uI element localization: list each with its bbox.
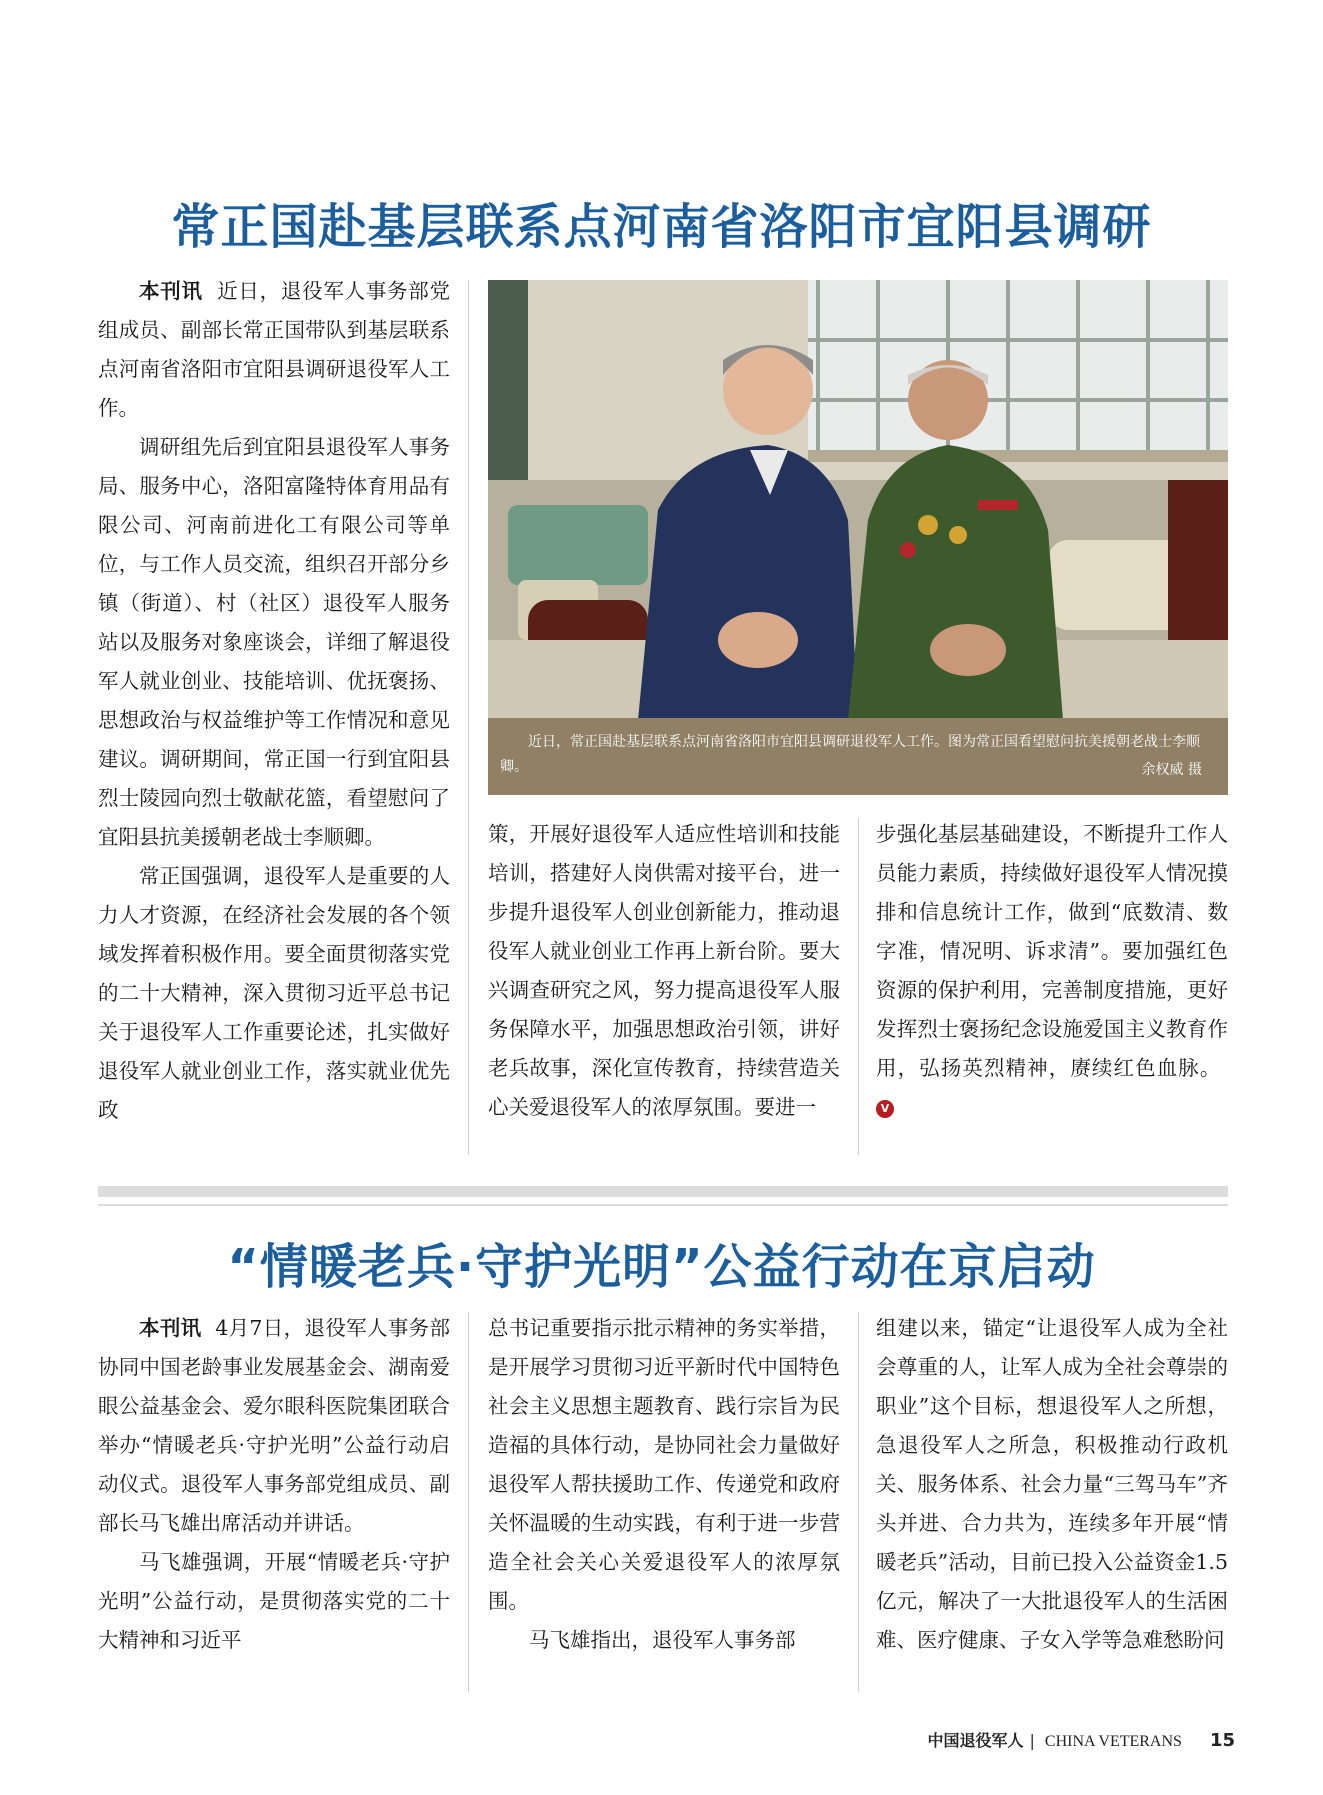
paragraph [98, 1309, 450, 1543]
magazine-name-en: CHINA VETERANS [1044, 1733, 1182, 1750]
article-column [488, 815, 840, 1170]
end-mark-icon: V [876, 1100, 894, 1118]
article-title: “情暖老兵·守护光明”公益行动在京启动 [227, 1239, 1096, 1295]
lead-label: 本刊讯 [139, 279, 203, 303]
footer-separator: | [1029, 1731, 1035, 1750]
paragraph: 总书记重要指示批示精神的务实举措，是开展学习贯彻习近平新时代中国特色社会主义思想主题教育、践行宗旨为民造福的具体行动，是协同社会力量做好退役军人帮扶援助工作、传递党和政府关怀温暖的生动实践，有利于进一步营造全社会关心关爱退役军人的浓厚氛围。 [488, 1316, 840, 1613]
caption-text: 近日，常正国赴基层联系点河南省洛阳市宜阳县调研退役军人工作。图为常正国看望慰问抗美援朝老战士李顺卿。 [500, 734, 1200, 775]
section-divider [98, 1186, 1228, 1197]
paragraph: 马飞雄指出，退役军人事务部 [529, 1628, 796, 1652]
column-divider [468, 1312, 469, 1692]
paragraph: 调研组先后到宜阳县退役军人事务局、服务中心，洛阳富隆特体育用品有限公司、河南前进化工有限公司等单位，与工作人员交流，组织召开部分乡镇（街道）、村（社区）退役军人服务站以及服务对象座谈会，详细了解退役军人就业创业、技能培训、优抚褒扬、思想政治与权益维护等工作情况和意见建议。调研期间，常正国一行到宜阳县烈士陵园向烈士敬献花篮，看望慰问了宜阳县抗美援朝老战士李顺卿。 [98, 435, 450, 849]
article-column [876, 815, 1228, 1170]
magazine-name-cn: 中国退役军人 [927, 1731, 1024, 1750]
paragraph-text: 近日，退役军人事务部党组成员、副部长常正国带队到基层联系点河南省洛阳市宜阳县调研退役军人工作。 [98, 279, 450, 420]
article-title: 常正国赴基层联系点河南省洛阳市宜阳县调研 [171, 199, 1152, 255]
paragraph [876, 815, 1228, 1127]
article-column [98, 272, 450, 1172]
paragraph [98, 272, 450, 428]
article-column [876, 1309, 1228, 1704]
paragraph: 常正国强调，退役军人是重要的人力人才资源，在经济社会发展的各个领域发挥着积极作用。要全面贯彻落实党的二十大精神，深入贯彻习近平总书记关于退役军人工作重要论述，扎实做好退役军人就业创业工作，落实就业优先政 [98, 864, 450, 1122]
section-divider-thin [98, 1204, 1228, 1206]
photo-credit: 余权威 摄 [1141, 762, 1202, 778]
photo-caption [488, 718, 1228, 795]
paragraph-text: 4月7日，退役军人事务部协同中国老龄事业发展基金会、湖南爱眼公益基金会、爱尔眼科医院集团联合举办“情暖老兵·守护光明”公益行动启动仪式。退役军人事务部党组成员、副部长马飞雄出席活动并讲话。 [98, 1316, 450, 1535]
column-divider [468, 280, 469, 1155]
photo-illustration [488, 280, 1228, 720]
paragraph-text: 步强化基层基础建设，不断提升工作人员能力素质，持续做好退役军人情况摸排和信息统计工作，做到“底数清、数字准，情况明、诉求清”。要加强红色资源的保护利用，完善制度措施，更好发挥烈士褒扬纪念设施爱国主义教育作用，弘扬英烈精神，赓续红色血脉。 [876, 822, 1228, 1080]
page-number: 15 [1209, 1730, 1235, 1751]
page-footer [927, 1728, 1235, 1751]
paragraph: 组建以来，锚定“让退役军人成为全社会尊重的人，让军人成为全社会尊崇的职业”这个目标，想退役军人之所想，急退役军人之所急，积极推动行政机关、服务体系、社会力量“三驾马车”齐头并进、合力共为，连续多年开展“情暖老兵”活动，目前已投入公益资金1.5亿元，解决了一大批退役军人的生活困难、医疗健康、子女入学等急难愁盼问 [876, 1316, 1228, 1652]
paragraph: 策，开展好退役军人适应性培训和技能培训，搭建好人岗供需对接平台，进一步提升退役军人创业创新能力，推动退役军人就业创业工作再上新台阶。要大兴调查研究之风，努力提高退役军人服务保障水平，加强思想政治引领，讲好老兵故事，深化宣传教育，持续营造关心关爱退役军人的浓厚氛围。要进一 [488, 822, 840, 1119]
paragraph: 马飞雄强调，开展“情暖老兵·守护光明”公益行动，是贯彻落实党的二十大精神和习近平 [98, 1550, 450, 1652]
article-column [98, 1309, 450, 1704]
column-divider [858, 1312, 859, 1692]
lead-label: 本刊讯 [139, 1316, 202, 1340]
article-column [488, 1309, 840, 1704]
column-divider [858, 818, 859, 1155]
